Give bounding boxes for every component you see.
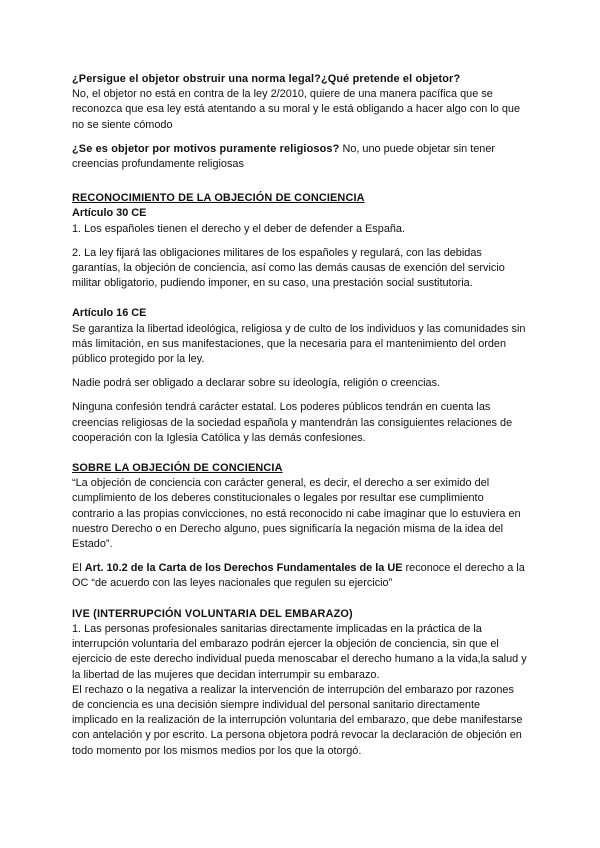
charter-paragraph — [72, 561, 528, 591]
ive-paragraph-1: 1. Las personas profesionales sanitarias directamente implicadas en la práctica de la interrupción voluntaria del embarazo podrán ejercer la objeción de conciencia, sin que el ejercicio de este derecho individual pueda menoscabar el derecho humano a la vida,la salud y la libertad de las mujeres que decidan interrumpir su embarazo. — [72, 622, 527, 681]
article-30-paragraph-2: 2. La ley fijará las obligaciones militares de los españoles y regulará, con las debidas garantías, la objeción de conciencia, así como las demás causas de exención del servicio militar obligatorio, pudiendo imponer, en su caso, una prestación social sustitutoria. — [72, 246, 505, 290]
answer-1: No, el objetor no está en contra de la ley 2/2010, quiere de una manera pacífica que se reconozca que esa ley está atentando a su moral y le está obligando a hacer algo con lo que no se siente cómodo — [72, 88, 521, 131]
question-2-paragraph — [72, 142, 528, 172]
charter-article-title: Art. 10.2 de la Carta de los Derechos Fundamentales de la UE — [84, 562, 403, 575]
article-16-paragraph-2: Nadie podrá ser obligado a declarar sobre su ideología, religión o creencias. — [72, 377, 441, 390]
article-30-title: Artículo 30 CE — [72, 207, 147, 220]
quote-paragraph: “La objeción de conciencia con carácter general, es decir, el derecho a ser eximido del cumplimiento de los deberes constitucionales o legales por resultar ese cumplimiento contrario a las propias convicciones, no está reconocido ni cabe imaginar que lo estuviera en nuestro Derecho o en Derecho alguno, pues significaría la negación misma de la idea del Estado”. — [72, 477, 521, 551]
charter-rest: reconoce el derecho a la OC “de acuerdo con las leyes nacionales que regulen su ejercicio” — [72, 562, 525, 590]
document-page — [72, 72, 528, 759]
article-30-paragraph-1: 1. Los españoles tienen el derecho y el deber de defender a España. — [72, 222, 406, 235]
question-2: ¿Se es objetor por motivos puramente religiosos? — [72, 142, 340, 155]
article-16-paragraph-1: Se garantiza la libertad ideológica, religiosa y de culto de los individuos y las comunidades sin más limitación, en sus manifestaciones, que la necesaria para el mantenimiento del orden público protegido por la ley. — [72, 322, 526, 366]
ive-paragraph-2: El rechazo o la negativa a realizar la intervención de interrupción del embarazo por razones de conciencia es una decisión siempre individual del personal sanitario directamente implicado en la realización de la interrupción voluntaria del embarazo, que debe manifestarse con antelación y por escrito. La persona objetora podrá revocar la declaración de objeción en todo momento por los mismos medios por los que la otorgó. — [72, 683, 523, 757]
article-16-paragraph-3: Ninguna confesión tendrá carácter estatal. Los poderes públicos tendrán en cuenta las creencias religiosas de la sociedad española y mantendrán las consiguientes relaciones de cooperación con la Iglesia Católica y las demás confesiones. — [72, 401, 513, 444]
heading-sobre-objecion: SOBRE LA OBJECIÓN DE CONCIENCIA — [72, 462, 283, 475]
charter-prefix: El — [72, 562, 85, 575]
answer-2: No, uno puede objetar sin tener creencias profundamente religiosas — [72, 142, 496, 171]
heading-reconocimiento: RECONOCIMIENTO DE LA OBJECIÓN DE CONCIENCIA — [72, 192, 365, 205]
heading-ive: IVE (INTERRUPCIÓN VOLUNTARIA DEL EMBARAZO) — [72, 607, 353, 620]
question-1: ¿Persigue el objetor obstruir una norma legal?¿Qué pretende el objetor? — [72, 73, 461, 85]
article-16-title: Artículo 16 CE — [72, 307, 147, 320]
